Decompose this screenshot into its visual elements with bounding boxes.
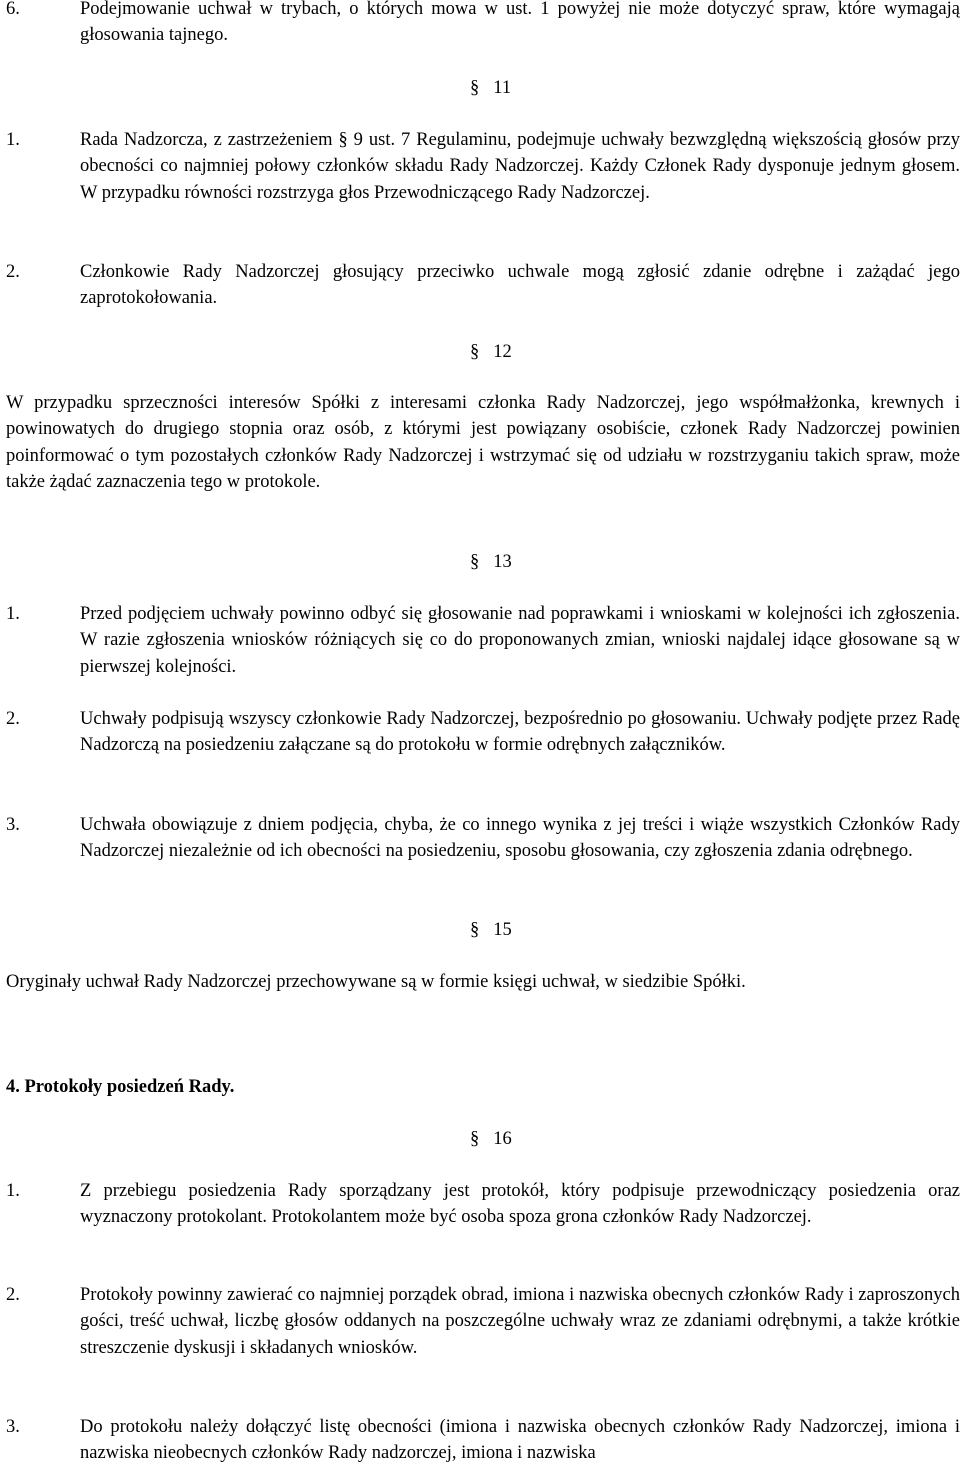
list-text: Uchwały podpisują wszyscy członkowie Rady Nadzorczej, bezpośrednio po głosowaniu. Uchwały podjęte przez Radę Nadzorczą na posiedzeniu załączane są do protokołu w formie odrębnych załączników. <box>80 709 960 756</box>
list-text: Do protokołu należy dołączyć listę obecności (imiona i nazwiska obecnych członków Rady Nadzorczej, imiona i nazwiska nieobecnych członków Rady nadzorczej, imiona i nazwiska <box>80 1417 960 1464</box>
section-number: 15 <box>493 920 512 940</box>
list-text: Przed podjęciem uchwały powinno odbyć się głosowanie nad poprawkami i wnioskami w kolejności ich zgłoszenia. W razie zgłoszenia wniosków różniących się co do proponowanych zmian, wnioski najdalej idące głosowane są w pierwszej kolejności. <box>80 604 960 677</box>
list-number: 2. <box>6 262 20 282</box>
list-item-16-2 <box>6 1282 960 1361</box>
paragraph-12: W przypadku sprzeczności interesów Spółki z interesami członka Rady Nadzorczej, jego współmałżonka, krewnych i powinowatych do drugiego stopnia oraz osób, z którymi jest powiązany osobiście, członek Rady Nadzorczej powinien poinformować o tym pozostałych członków Rady Nadzorczej i wstrzymać się od udziału w rozstrzyganiu takich spraw, może także żądać zaznaczenia tego w protokole. <box>6 393 960 492</box>
section-heading-15 <box>470 917 590 943</box>
list-number: 1. <box>6 1181 20 1201</box>
section-symbol: § <box>470 78 480 98</box>
list-item-11-2 <box>6 259 960 312</box>
list-number: 6. <box>6 0 20 19</box>
list-text: Protokoły powinny zawierać co najmniej porządek obrad, imiona i nazwiska obecnych członków Rady i zaproszonych gości, treść uchwał, liczbę głosów oddanych na poszczególne uchwały wraz ze zdaniami odrębnymi, a także krótkie streszczenie dyskusji i składanych wniosków. <box>80 1285 960 1358</box>
section-heading-12 <box>470 339 590 365</box>
list-number: 1. <box>6 604 20 624</box>
section-number: 11 <box>493 78 512 98</box>
section-symbol: § <box>470 552 480 572</box>
section-heading-13 <box>470 549 590 575</box>
list-item-6 <box>6 0 960 49</box>
list-item-16-1 <box>6 1178 960 1231</box>
list-text: Z przebiegu posiedzenia Rady sporządzany jest protokół, który podpisuje przewodniczący posiedzenia oraz wyznaczony protokolant. Protokolantem może być osoba spoza grona członków Rady Nadzorczej. <box>80 1181 960 1228</box>
list-text: Podejmowanie uchwał w trybach, o których mowa w ust. 1 powyżej nie może dotyczyć spraw, które wymagają głosowania tajnego. <box>80 0 960 46</box>
list-item-16-3 <box>6 1414 960 1466</box>
list-text: Członkowie Rady Nadzorczej głosujący przeciwko uchwale mogą zgłosić zdanie odrębne i zażądać jego zaprotokołowania. <box>80 262 960 309</box>
list-number: 3. <box>6 1417 20 1437</box>
section-heading-16 <box>470 1126 590 1152</box>
section-symbol: § <box>470 1129 480 1149</box>
list-item-13-1 <box>6 601 960 680</box>
list-item-13-3 <box>6 812 960 865</box>
section-heading-11 <box>470 75 590 101</box>
list-text: Uchwała obowiązuje z dniem podjęcia, chyba, że co innego wynika z jej treści i wiąże wszystkich Członków Rady Nadzorczej niezależnie od ich obecności na posiedzeniu, sposobu głosowania, czy zgłoszenia zdania odrębnego. <box>80 815 960 862</box>
list-number: 3. <box>6 815 20 835</box>
section-number: 13 <box>493 552 512 572</box>
section-symbol: § <box>470 920 480 940</box>
list-item-11-1 <box>6 127 960 206</box>
chapter-heading-4: 4. Protokoły posiedzeń Rady. <box>6 1077 235 1097</box>
section-number: 16 <box>493 1129 512 1149</box>
list-number: 2. <box>6 1285 20 1305</box>
list-number: 2. <box>6 709 20 729</box>
paragraph-15: Oryginały uchwał Rady Nadzorczej przechowywane są w formie księgi uchwał, w siedzibie Spółki. <box>6 972 746 992</box>
list-text: Rada Nadzorcza, z zastrzeżeniem § 9 ust. 7 Regulaminu, podejmuje uchwały bezwzględną większością głosów przy obecności co najmniej połowy członków składu Rady Nadzorczej. Każdy Członek Rady dysponuje jednym głosem. W przypadku równości rozstrzyga głos Przewodniczącego Rady Nadzorczej. <box>80 130 960 203</box>
section-symbol: § <box>470 342 480 362</box>
section-number: 12 <box>493 342 512 362</box>
list-number: 1. <box>6 130 20 150</box>
list-item-13-2 <box>6 706 960 759</box>
